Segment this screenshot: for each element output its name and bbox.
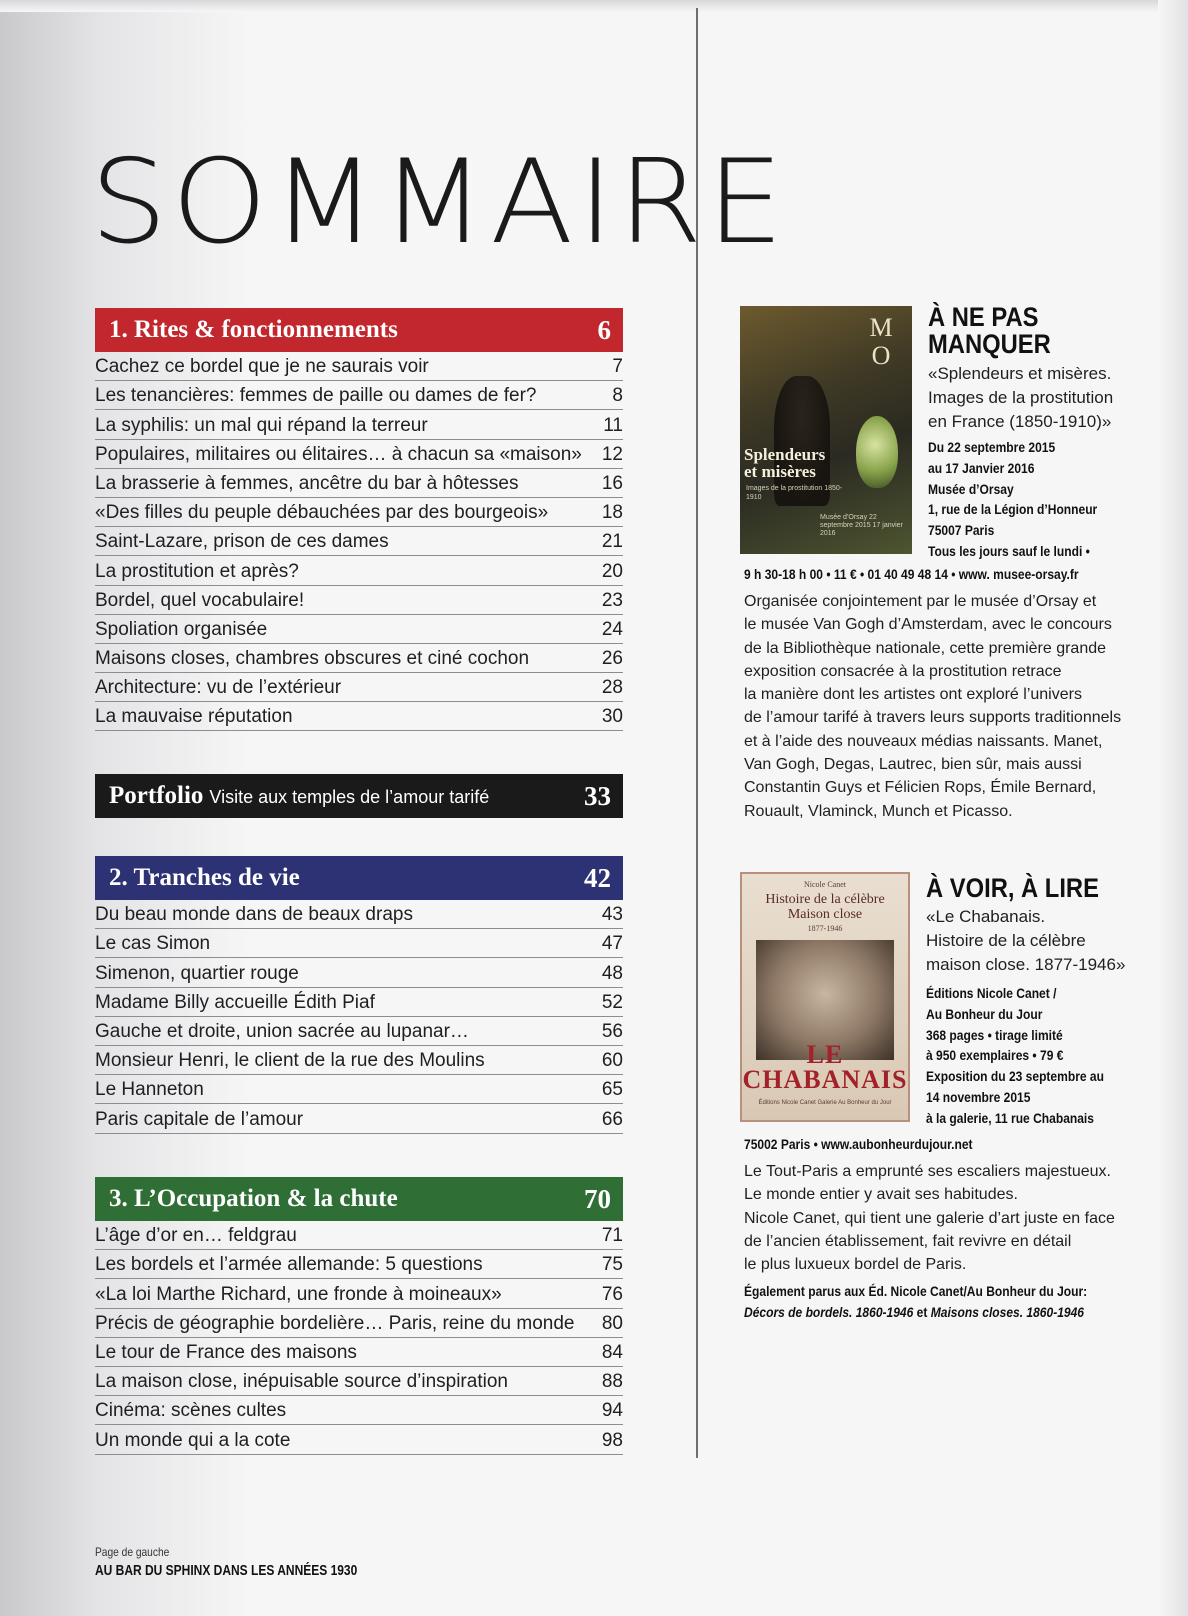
toc-label: Spoliation organisée xyxy=(95,618,268,640)
section-2-page: 42 xyxy=(584,862,611,893)
toc-item[interactable] xyxy=(95,556,623,585)
footer-caption: AU BAR DU SPHINX DANS LES ANNÉES 1930 xyxy=(95,1562,358,1579)
section-3-page: 70 xyxy=(584,1183,611,1214)
a-ne-pas-manquer-hours: 9 h 30-18 h 00 • 11 € • 01 40 49 48 14 • www. musee-orsay.fr xyxy=(744,566,1079,582)
a-ne-pas-manquer-body: Organisée conjointement par le musée d’Orsay et le musée Van Gogh d’Amsterdam, avec le concours de la Bibliothèque nationale, cette première grande exposition consacrée à la prostitution retrace la manière dont les artistes ont exploré l’univers de l’amour tarifé à travers leurs supports traditionnels et à l’aide des nouveaux médias naissants. Manet, Van Gogh, Degas, Lautrec, bien sûr, mais aussi Constantin Guys et Félicien Rops, Émile Bernard, Rouault, Vlaminck, Munch et Picasso. xyxy=(744,593,1122,820)
toc-item[interactable] xyxy=(95,1075,623,1104)
exhibition-poster-image xyxy=(740,306,912,554)
toc-item[interactable] xyxy=(95,1425,623,1454)
a-voir-a-lire-address: 75002 Paris • www.aubonheurdujour.net xyxy=(744,1136,973,1152)
toc-label: Du beau monde dans de beaux draps xyxy=(95,904,413,926)
poster-title: Splendeurs et misères xyxy=(744,445,826,481)
toc-item[interactable] xyxy=(95,644,623,673)
toc-label: Cachez ce bordel que je ne saurais voir xyxy=(95,356,429,378)
toc-item[interactable] xyxy=(95,1338,623,1367)
section-2-header[interactable] xyxy=(95,856,623,900)
a-voir-a-lire-info: Éditions Nicole Canet / Au Bonheur du Jour 368 pages • tirage limité à 950 exemplaires • 79 € Exposition du 23 septembre au 14 novembre 2015 à la galerie, 11 rue Chabanais xyxy=(926,985,1104,1126)
toc-item[interactable] xyxy=(95,381,623,410)
toc-page: 30 xyxy=(601,706,623,728)
also-title-1: Décors de bordels. 1860-1946 xyxy=(744,1304,914,1320)
also-joiner: et xyxy=(913,1304,931,1320)
toc-label: Monsieur Henri, le client de la rue des Moulins xyxy=(95,1050,485,1072)
portfolio-page: 33 xyxy=(584,780,611,811)
toc-item[interactable] xyxy=(95,1104,623,1133)
section-2 xyxy=(95,856,623,1134)
toc-item[interactable] xyxy=(95,410,623,439)
toc-page: 23 xyxy=(601,589,623,611)
poster-subtitle: Images de la prostitution 1850-1910 xyxy=(746,485,843,501)
book-cover-publisher: Éditions Nicole Canet Galerie Au Bonheur du Jour xyxy=(758,1100,892,1106)
toc-page: 56 xyxy=(601,1020,623,1042)
toc-page: 24 xyxy=(601,618,623,640)
a-ne-pas-manquer-info: Du 22 septembre 2015 au 17 Janvier 2016 Musée d’Orsay 1, rue de la Légion d’Honneur 75007 Paris Tous les jours sauf le lundi • xyxy=(928,439,1098,559)
book-cover-author: Nicole Canet xyxy=(804,880,846,889)
toc-page: 43 xyxy=(601,904,623,926)
a-ne-pas-manquer-heading: À NE PAS MANQUER xyxy=(928,302,1051,359)
poster-dates: Musée d’Orsay 22 septembre 2015 17 janvier 2016 xyxy=(820,514,903,537)
toc-page: 12 xyxy=(601,443,623,465)
toc-item[interactable] xyxy=(95,1396,623,1425)
toc-label: Architecture: vu de l’extérieur xyxy=(95,677,342,699)
toc-page: 16 xyxy=(601,472,623,494)
toc-item[interactable] xyxy=(95,1250,623,1279)
toc-item[interactable] xyxy=(95,469,623,498)
toc-label: Madame Billy accueille Édith Piaf xyxy=(95,991,375,1013)
section-1-title: 1. Rites & fonctionnements xyxy=(109,316,398,343)
toc-label: La brasserie à femmes, ancêtre du bar à hôtesses xyxy=(95,472,519,494)
toc-label: Les tenancières: femmes de paille ou dames de fer? xyxy=(95,385,537,407)
toc-page: 80 xyxy=(601,1312,623,1334)
toc-label: Gauche et droite, union sacrée au lupanar… xyxy=(95,1020,469,1042)
toc-label: «Des filles du peuple débauchées par des bourgeois» xyxy=(95,502,549,524)
section-1-page: 6 xyxy=(597,314,611,345)
section-3-title: 3. L’Occupation & la chute xyxy=(109,1185,398,1212)
toc-label: Le Hanneton xyxy=(95,1079,204,1101)
a-voir-a-lire-quote: «Le Chabanais. Histoire de la célèbre maison close. 1877-1946» xyxy=(926,907,1126,974)
book-cover-title: Histoire de la célèbre Maison close xyxy=(765,892,885,922)
toc-page: 20 xyxy=(601,560,623,582)
toc-page: 47 xyxy=(601,933,623,955)
toc-label: Les bordels et l’armée allemande: 5 questions xyxy=(95,1254,483,1276)
toc-item[interactable] xyxy=(95,958,623,987)
section-1-list xyxy=(95,352,623,731)
toc-page: 76 xyxy=(601,1283,623,1305)
toc-item[interactable] xyxy=(95,527,623,556)
toc-label: La maison close, inépuisable source d’inspiration xyxy=(95,1371,508,1393)
book-cover-image xyxy=(740,872,910,1122)
toc-page: 11 xyxy=(603,414,623,436)
toc-label: «La loi Marthe Richard, une fronde à moineaux» xyxy=(95,1283,502,1305)
also-published-titles xyxy=(744,1302,1084,1323)
toc-page: 98 xyxy=(601,1429,623,1451)
toc-page: 28 xyxy=(601,677,623,699)
toc-label: Précis de géographie bordelière… Paris, reine du monde xyxy=(95,1312,575,1334)
toc-item[interactable] xyxy=(95,1309,623,1338)
toc-item[interactable] xyxy=(95,1017,623,1046)
section-3 xyxy=(95,1177,623,1455)
section-3-header[interactable] xyxy=(95,1177,623,1221)
toc-label: Cinéma: scènes cultes xyxy=(95,1400,287,1422)
toc-item[interactable] xyxy=(95,929,623,958)
toc-page: 26 xyxy=(601,648,623,670)
portfolio-title xyxy=(109,782,489,810)
toc-page: 60 xyxy=(601,1050,623,1072)
also-title-2: Maisons closes. 1860-1946 xyxy=(930,1304,1085,1320)
toc-item[interactable] xyxy=(95,1367,623,1396)
section-1-header[interactable] xyxy=(95,308,623,352)
book-cover-years: 1877-1946 xyxy=(807,924,843,933)
right-edge-shadow xyxy=(1158,0,1188,1616)
toc-page: 52 xyxy=(601,991,623,1013)
section-2-list xyxy=(95,900,623,1134)
toc-page: 84 xyxy=(601,1341,623,1363)
book-cover-big-title: LE CHABANAIS xyxy=(742,1040,908,1094)
toc-item[interactable] xyxy=(95,1279,623,1308)
toc-label: La mauvaise réputation xyxy=(95,706,293,728)
toc-page: 75 xyxy=(601,1254,623,1276)
a-voir-a-lire-body: Le Tout-Paris a emprunté ses escaliers majestueux. Le monde entier y avait ses habitudes. Nicole Canet, qui tient une galerie d’art juste en face de l’ancien établissement, fait revivre en détail le plus luxueux bordel de Paris. xyxy=(744,1163,1115,1274)
portfolio-word: Portfolio xyxy=(109,782,204,809)
toc-item[interactable] xyxy=(95,498,623,527)
footer-caption-label: Page de gauche xyxy=(95,1545,170,1559)
toc-label: Bordel, quel vocabulaire! xyxy=(95,589,305,611)
toc-label: Paris capitale de l’amour xyxy=(95,1108,304,1130)
toc-label: La syphilis: un mal qui répand la terreur xyxy=(95,414,428,436)
a-ne-pas-manquer-quote: «Splendeurs et misères. Images de la prostitution en France (1850-1910)» xyxy=(928,364,1114,431)
toc-page: 71 xyxy=(601,1225,623,1247)
section-3-list xyxy=(95,1221,623,1455)
portfolio-subtitle: Visite aux temples de l’amour tarifé xyxy=(209,787,490,807)
toc-label: Populaires, militaires ou élitaires… à chacun sa «maison» xyxy=(95,443,582,465)
toc-item[interactable] xyxy=(95,988,623,1017)
toc-item[interactable] xyxy=(95,586,623,615)
toc-item[interactable] xyxy=(95,615,623,644)
musee-orsay-logo: M O xyxy=(869,313,893,370)
also-published-label: Également parus aux Éd. Nicole Canet/Au Bonheur du Jour: xyxy=(744,1283,1088,1299)
toc-label: L’âge d’or en… feldgrau xyxy=(95,1225,297,1247)
toc-item[interactable] xyxy=(95,1046,623,1075)
toc-label: Le tour de France des maisons xyxy=(95,1341,357,1363)
page-title: SOMMAIRE xyxy=(90,135,788,270)
portfolio-header[interactable] xyxy=(95,774,623,818)
toc-page: 94 xyxy=(601,1400,623,1422)
toc-item[interactable] xyxy=(95,702,623,731)
toc-label: La prostitution et après? xyxy=(95,560,299,582)
toc-label: Maisons closes, chambres obscures et ciné cochon xyxy=(95,648,530,670)
a-voir-a-lire-heading: À VOIR, À LIRE xyxy=(926,873,1099,903)
toc-item[interactable] xyxy=(95,900,623,929)
section-1 xyxy=(95,308,623,731)
top-shadow xyxy=(0,0,1188,12)
toc-page: 65 xyxy=(601,1079,623,1101)
toc-page: 18 xyxy=(601,502,623,524)
toc-item[interactable] xyxy=(95,1221,623,1250)
section-2-title: 2. Tranches de vie xyxy=(109,864,300,891)
toc-label: Simenon, quartier rouge xyxy=(95,962,299,984)
toc-page: 88 xyxy=(601,1371,623,1393)
toc-page: 8 xyxy=(612,385,623,407)
toc-page: 48 xyxy=(601,962,623,984)
toc-item[interactable] xyxy=(95,440,623,469)
portfolio-section xyxy=(95,774,623,818)
toc-page: 7 xyxy=(612,356,623,378)
toc-page: 21 xyxy=(601,531,623,553)
toc-label: Le cas Simon xyxy=(95,933,211,955)
toc-page: 66 xyxy=(601,1108,623,1130)
toc-label: Saint-Lazare, prison de ces dames xyxy=(95,531,389,553)
toc-item[interactable] xyxy=(95,673,623,702)
toc-item[interactable] xyxy=(95,352,623,381)
toc-label: Un monde qui a la cote xyxy=(95,1429,291,1451)
